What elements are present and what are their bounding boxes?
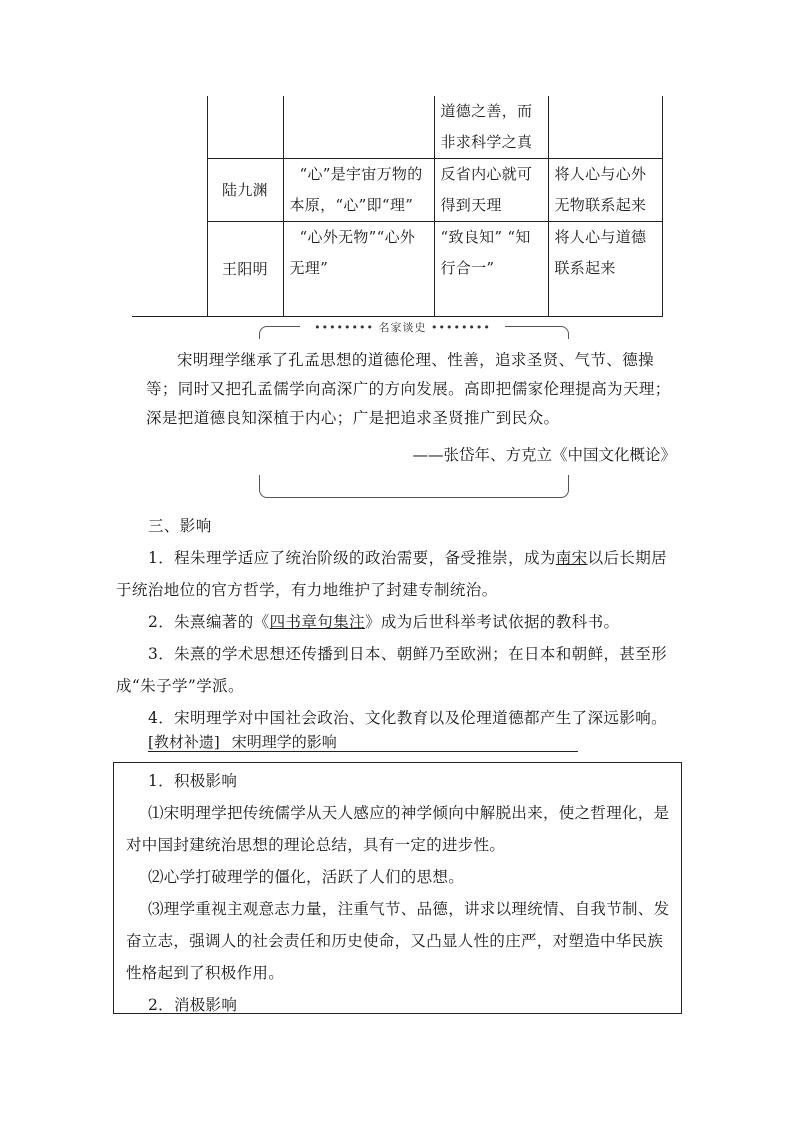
supplement-tag: [教材补遗] <box>148 733 220 751</box>
influence-item: 3．朱熹的学术思想还传播到日本、朝鲜乃至欧洲；在日本和朝鲜，甚至形成“朱子学”学派。 <box>116 645 668 695</box>
table-cell <box>548 96 662 159</box>
quote-source: ——张岱年、方克立《中国文化概论》 <box>412 446 676 464</box>
supplement-item: ⑵心学打破理学的僵化，活跃了人们的思想。 <box>148 868 465 886</box>
method-part: “知行合一” <box>440 228 531 277</box>
thinker-feature: 将人心与道德联系起来 <box>548 222 662 317</box>
supplement-box <box>113 762 682 1014</box>
thinker-method <box>434 222 548 317</box>
thinker-name: 王阳明 <box>207 222 283 317</box>
influence-item: 1．程朱理学适应了统治阶级的政治需要，备受推崇，成为南宋以后长期居于统治地位的官方哲学，有力地维护了封建专制统治。 <box>116 549 668 599</box>
influence-item: 4．宋明理学对中国社会政治、文化教育以及伦理道德都产生了深远影响。 <box>148 709 668 727</box>
quote-box-label: •••••••• 名家谈史 •••••••• <box>300 319 505 335</box>
quote-text: 宋明理学继承了孔孟思想的道德伦理、性善，追求圣贤、气节、德操等；同时又把孔孟儒学向高深广的方向发展。高即把儒家伦理提高为天理；深是把道德良知深植于内心；广是把追求圣贤推广到民众。 <box>146 351 671 427</box>
supplement-heading: 2．消极影响 <box>148 996 238 1014</box>
supplement-item: ⑶理学重视主观意志力量，注重气节、品德，讲求以理统情、自我节制、发奋立志，强调人的社会责任和历史使命，又凸显人性的庄严，对塑造中华民族性格起到了积极作用。 <box>126 900 670 982</box>
table-category-cell <box>132 96 207 317</box>
supplement-header <box>148 733 578 752</box>
thinker-feature: 将人心与心外无物联系起来 <box>548 159 662 222</box>
thinker-thought: “心外无物”“心外无理” <box>283 222 434 317</box>
table-cell <box>207 96 283 159</box>
supplement-heading: 1．积极影响 <box>148 772 238 790</box>
thinker-thought: “心”是宇宙万物的本原，“心”即“理” <box>283 159 434 222</box>
table-cell-method: 道德之善，而非求科学之真 <box>434 96 548 159</box>
table-cell <box>283 96 434 159</box>
thinker-method: 反省内心就可得到天理 <box>434 159 548 222</box>
method-part: “致良知” <box>440 228 503 246</box>
supplement-item: ⑴宋明理学把传统儒学从天人感应的神学倾向中解脱出来，使之哲理化，是对中国封建统治思想的理论总结，具有一定的进步性。 <box>126 804 670 854</box>
thinkers-table <box>132 96 663 317</box>
quote-box-bottom <box>259 475 569 498</box>
thinker-name: 陆九渊 <box>207 159 283 222</box>
supplement-title: 宋明理学的影响 <box>231 733 337 751</box>
section-title: 三、影响 <box>148 517 212 535</box>
influence-list <box>116 542 682 734</box>
influence-item: 2．朱熹编著的《四书章句集注》成为后世科举考试依据的教科书。 <box>148 613 620 631</box>
